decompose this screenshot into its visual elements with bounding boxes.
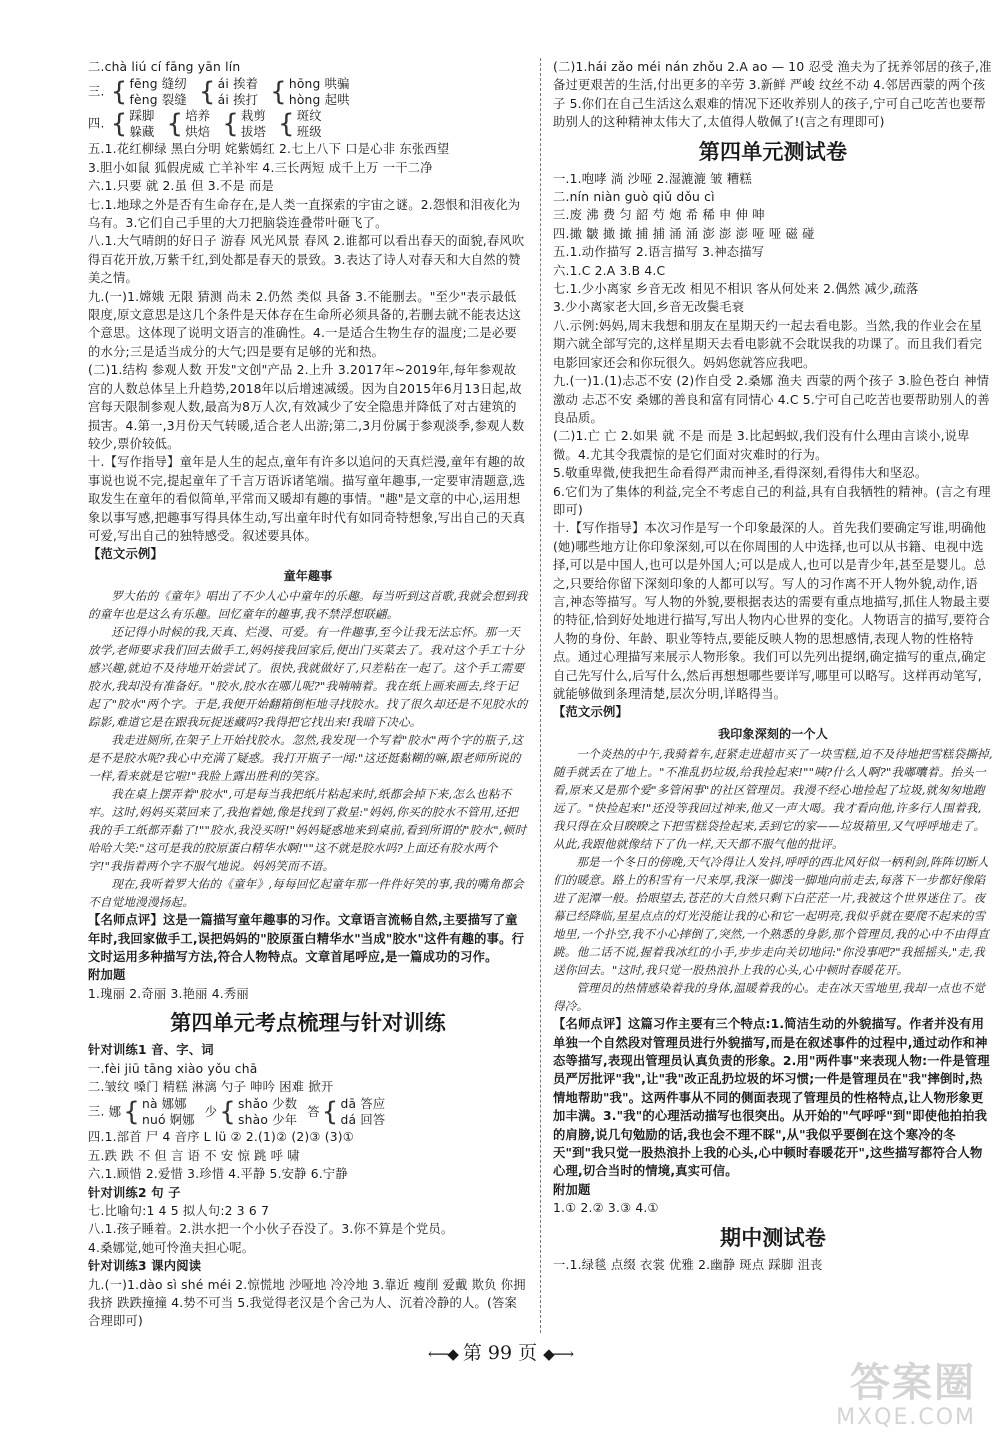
polyphone-item: shào 少年 <box>238 1113 298 1128</box>
word-pair-item: 踩脚 <box>129 109 155 124</box>
essay-body <box>553 745 993 1015</box>
essay-paragraph: 还记得小时候的我,天真、烂漫、可爱。有一件趣事,至今让我无法忘怀。那一天放学,老师要求我们回去做手工,妈妈接我回家后,便出门买菜去了。我对这个手工十分感兴趣,就迫不及待地开始尝试了。很快,我就做好了,只差粘在一起了。这个手工需要胶水,我却没有准备好。"胶水,胶水在哪儿呢?"我喃喃着。我在纸上画来画去,终于记起了"胶水"两个字。于是,我便开始翻箱倒柜地寻找胶水。找了很久却还是不见胶水的踪影,难道它是在跟我玩捉迷藏吗?我得把它找出来!我暗下决心。 <box>88 625 528 730</box>
watermark-sub: MXQE.COM <box>836 1405 976 1430</box>
answer-line: 五.1.花红柳绿 黑白分明 姹紫嫣红 2.七上八下 口是心非 东张西望 <box>88 142 450 157</box>
right-section-d <box>553 1256 993 1274</box>
polyphone-group <box>238 1096 297 1128</box>
answer-line: 八.1.孩子睡着。2.洪水把一个小伙子吞没了。3.你不算是个党员。 <box>88 1222 454 1237</box>
answer-line: 五.1.动作描写 2.语言描写 3.神态描写 <box>553 245 765 260</box>
essay-title: 我印象深刻的一个人 <box>718 726 828 741</box>
answer-line: 针对训练1 音、字、词 <box>88 1043 214 1058</box>
right-section-c <box>553 1015 993 1217</box>
footer-left-ornament: ⟵◆ <box>427 1345 457 1363</box>
answer-line: (二)1.hái zǎo méi nán zhǒu 2.A ao — 10 忍受 渔夫为了抚养邻居的孩子,准备过更艰苦的生活,付出更多的辛劳 3.新鲜 严峻 纹丝不动 4.邻居西蒙的两个孩子 5.你们在自己生活这么艰难的情况下还收养别人的孩子,宁可自己吃苦也要帮助别人的这种精神太伟大了,太值得人敬佩了!(言之有理即可) <box>553 60 992 130</box>
pinyin-pair-item: ái 挨着 <box>217 77 259 92</box>
brace-icon: { <box>166 109 184 140</box>
word-pair <box>241 108 266 140</box>
answer-line: 【名师点评】这篇习作主要有三个特点:1.简洁生动的外貌描写。作者并没有用单独一个自然段对管理员进行外貌描写,而是在叙述事件的过程中,通过动作和神态等描写,表现出管理员认真负责的形象。2.用"两件事"来表现人物:一件是管理员严厉批评"我",让"我"改正乱扔垃圾的坏习惯;一件是管理员在"我"摔倒时,热情地帮助"我"。这两件事从不同的侧面表现了管理员的性格特点,让人物形象更加丰满。3."我"的心理活动描写也很突出。从开始的"气呼呼"到"即使他拍拍我的肩膀,说几句勉励的话,我也会不理不睬",从"我似乎要倒在这个寒冷的冬天"到"我只觉一股热浪扑上我的心头,心中顿时春暖花开",这些描写都符合人物心理,切合当时的情境,真实可信。 <box>553 1017 990 1179</box>
pinyin-pair <box>289 76 350 108</box>
word-pair-item: 躲藏 <box>129 125 155 140</box>
pinyin-pair-item: ái 挨打 <box>217 93 259 108</box>
answer-line: 【范文示例】 <box>88 547 163 562</box>
brace-icon: { <box>110 77 128 108</box>
answer-line: 二.nín niàn guò qiǔ dǒu cì <box>553 190 715 205</box>
polyphone-item: dá 回答 <box>340 1113 386 1128</box>
pinyin-pairs-row <box>88 76 528 108</box>
answer-line: 九.(一)1.(1)忐忑不安 (2)作自受 2.桑娜 渔夫 西蒙的两个孩子 3.脸色苍白 神情激动 忐忑不安 桑娜的善良和富有同情心 4.C 5.宁可自己吃苦也要帮助别人的善良品质。 <box>553 374 990 425</box>
answer-line: 十.【写作指导】童年是人生的起点,童年有许多以追问的天真烂漫,童年有趣的故事说也说不完,提起童年了千言万语诉诸笔端。描写童年趣事,一定要审清题意,选取发生在童年的看似简单,平常而又暖却有趣的事情。"趣"是文章的中心,运用想象以事写感,把趣事写得具体生动,写出童年时代有如同奇特想象,写出自己的天真可爱,写出自己的独特感受。叙述要具体。 <box>88 455 526 543</box>
answer-line: 二.皱纹 嗓门 精糕 淋漓 勺子 呻吟 困难 掀开 <box>88 1080 334 1094</box>
left-section-b <box>88 140 528 563</box>
footer-right-ornament: ◆⟶ <box>543 1345 573 1363</box>
answer-line: 5.敬重卑微,使我把生命看得严肃而神圣,看得深刻,看得伟大和坚忍。 <box>553 466 928 481</box>
answer-line: 附加题 <box>88 968 126 983</box>
brace-icon: { <box>270 77 287 108</box>
pairs-label: 三. <box>88 84 105 99</box>
watermark-main: 答案圈 <box>850 1359 976 1406</box>
answer-line: 五.跌 跌 不 但 言 语 不 安 惊 跳 呼 啸 <box>88 1148 300 1163</box>
left-section-d <box>88 1041 528 1096</box>
answer-line: 针对训练3 课内阅读 <box>88 1259 202 1274</box>
answer-line: 六.1.只要 就 2.虽 但 3.不是 而是 <box>88 179 275 194</box>
pinyin-pair-item: hòng 起哄 <box>288 93 350 108</box>
essay-paragraph: 一个炎热的中午,我骑着车,赶紧走进超市买了一块雪糕,迫不及待地把雪糕袋撕掉,随手就丢在了地上。"不准乱扔垃圾,给我捡起来!""咦?什么人啊?"我嘟囔着。抬头一看,原来又是那个爱"多管闲事"的社区管理员。我漫不经心地捡起了垃圾,就匆匆地跑远了。"快捡起来!"还没等我回过神来,他又一声大喝。我才看向他,许多行人围着我,我只得在众目睽睽之下把雪糕袋捡起来,丢到它的家——垃圾箱里,又气呼呼地走了。从此,我跟他就像结下了仇一样,天天都不服气他的批评。 <box>553 747 993 852</box>
answer-line: 三.废 沸 费 匀 韶 芍 炮 希 稀 申 伸 呻 <box>553 208 765 223</box>
brace-icon: { <box>123 1097 140 1128</box>
word-pair-item: 栽剪 <box>240 109 266 124</box>
answer-line: 1.① 2.② 3.③ 4.① <box>553 1201 659 1216</box>
polyphone-item: nuó 婀娜 <box>141 1113 195 1128</box>
word-pair <box>185 108 210 140</box>
essay-body <box>88 587 528 911</box>
word-pair-item: 培养 <box>185 109 211 124</box>
answer-line: 八.示例:妈妈,周末我想和朋友在星期天约一起去看电影。当然,我的作业会在星期六就全部写完的,这样星期天去看电影就不会耽误我的功课了。而且我们看完电影回家还会和你玩很久。妈妈您就答应我吧。 <box>553 318 983 370</box>
essay-paragraph: 管理员的热情感染着我的身体,温暖着我的心。走在冰天雪地里,我却一点也不觉得冷。 <box>553 981 985 1014</box>
right-column <box>553 58 993 1274</box>
pinyin-pair-item: fēng 缝纫 <box>129 77 187 92</box>
polyphone-item: nà 娜娜 <box>141 1097 187 1112</box>
answer-line: 针对训练2 句 子 <box>88 1185 181 1200</box>
answer-line: 一.1.绿毯 点缀 衣裳 优雅 2.幽静 斑点 踩脚 沮丧 <box>553 1257 823 1272</box>
answer-line: 3.少小离家老大回,乡音无改鬓毛衰 <box>553 300 745 315</box>
polyphone-group <box>142 1096 195 1128</box>
brace-icon: { <box>110 109 128 140</box>
answer-line: (二)1.结构 参观人数 开发"文创"产品 2.上升 3.2017年~2019年,每年参观故宫的人数总体呈上升趋势,2018年以后增速减缓。因为自2015年6月13日起,故宫每天限制参观人数,最高为8万人次,有效减少了安全隐患并降低了对古建筑的损害。4.第一,3月份天气转暖,适合老人出游;第二,3月份属于参观淡季,参观人数较少,票价较低。 <box>88 363 525 451</box>
pinyin-pair <box>129 76 186 108</box>
answer-line: 1.瑰丽 2.奇丽 3.艳丽 4.秀丽 <box>88 986 249 1001</box>
essay-title: 童年趣事 <box>283 568 333 583</box>
watermark-logo <box>776 1360 976 1430</box>
word-pairs-label: 四. <box>88 116 105 131</box>
pinyin-pair <box>218 76 258 108</box>
polyphone-char: 答 <box>307 1104 320 1119</box>
left-section-a <box>88 58 528 76</box>
word-pair-item: 烘焙 <box>185 125 211 140</box>
left-section-e <box>88 1128 528 1330</box>
answer-line: 十.【写作指导】本次习作是写一个印象最深的人。首先我们要确定写谁,明确他(她)哪些地方让你印象深刻,可以在你周围的人中选择,也可以从书籍、电视中选择,可以是中国人,也可以是外国人;可以是成人,也可以是青少年,甚至是婴儿。总之,只要给你留下深刻印象的人都可以写。写人的习作离不开人物外貌,动作,语言,神态等描写。写人物的外貌,要根据表达的需要有重点地描写,抓住人物最主要的特征,恰到好处地进行描写,写出人物内心世界的变化。人物语言的描写,要符合人物的身份、年龄、职业等特点,要能反映人物的思想感情,表现人物的性格特点。通过心理描写来展示人物形象。我们可以先列出提纲,确定描写的重点,确定自己先写什么,后写什么,然后再想想哪些要详写,哪里可以略写。这样再动笔写,就能够做到条理清楚,层次分明,详略得当。 <box>553 521 991 701</box>
answer-line: 七.1.少小离家 乡音无改 相见不相识 客从何处来 2.偶然 减少,疏落 <box>553 282 919 297</box>
answer-line: 八.1.大气晴朗的好日子 游春 风光风景 春风 2.谁都可以看出春天的面貌,春风吹得百花开放,万紫千红,到处都是春天的景致。3.表达了诗人对春天和大自然的赞美之情。 <box>88 234 525 286</box>
word-pairs-row <box>88 108 528 140</box>
right-section-b <box>553 170 993 722</box>
section-title: 第四单元考点梳理与针对训练 <box>170 1010 446 1036</box>
answer-line: 3.胆小如鼠 狐假虎威 亡羊补牢 4.三长两短 成千上万 一干二净 <box>88 160 433 175</box>
polyphone-group <box>340 1096 385 1128</box>
left-column <box>88 58 528 1331</box>
polyphone-groups <box>108 1097 396 1128</box>
polyphone-label: 三. <box>88 1104 105 1119</box>
right-section-a <box>553 58 993 132</box>
word-pair <box>129 108 154 140</box>
answer-line: 一.1.咆哮 淌 沙哑 2.湿漉漉 皱 糟糕 <box>553 171 752 186</box>
answer-line: 【名师点评】这是一篇描写童年趣事的习作。文章语言流畅自然,主要描写了童年时,我回家做手工,误把妈妈的"胶原蛋白精华水"当成"胶水"这件有趣的事。行文时运用多种描写方法,符合人物特点。文章首尾呼应,是一篇成功的习作。 <box>88 913 525 964</box>
polyphone-item: shǎo 少数 <box>238 1097 298 1112</box>
column-divider <box>540 58 541 1333</box>
word-pair-item: 班级 <box>296 125 322 140</box>
polyphone-char: 娜 <box>108 1104 122 1119</box>
word-pair-item: 斑纹 <box>296 109 322 124</box>
answer-line: 6.它们为了集体的利益,完全不考虑自己的利益,具有自我牺牲的精神。(言之有理即可) <box>553 484 991 517</box>
answer-line: 4.桑娜觉,她可怜渔夫担心呢。 <box>88 1240 255 1255</box>
answer-line: 四.1.部首 尸 4 音序 L lü ② 2.(1)② (2)③ (3)① <box>88 1130 354 1145</box>
answer-line: 一.fèi jiū tāng xiào yǒu chā <box>88 1061 258 1076</box>
pinyin-pair-item: fèng 裂缝 <box>129 93 187 108</box>
answer-line: 【范文示例】 <box>553 705 628 720</box>
answer-line: (二)1.亡 亡 2.如果 就 不是 而是 3.比起蚂蚁,我们没有什么理由言谈小,说卑微。4.尤其令我震惊的是它们面对灾难时的行为。 <box>553 429 970 462</box>
essay-paragraph: 现在,我听着罗大佑的《童年》,每每回忆起童年那一件件好笑的事,我的嘴角都会不自觉地漫漫扬起。 <box>88 877 524 910</box>
essay-paragraph: 罗大佑的《童年》唱出了不少人心中童年的乐趣。每当听到这首歌,我就会想到我的童年也是这么有乐趣。回忆童年的趣事,我不禁浮想联翩。 <box>88 589 528 622</box>
brace-icon: { <box>198 77 216 108</box>
pinyin-pairs <box>109 77 360 108</box>
answer-line: 九.(一)1.嫦娥 无限 猜测 尚未 2.仍然 类似 具备 3.不能删去。"至少"表示最低限度,原文意思是这几个条件是天体存在生命所必须具备的,若删去就不能表达这个意思。这体现了说明文语言的准确性。4.一是适合生物生存的温度;二是必要的水分;三是适当成分的大气;四是要有足够的光和热。 <box>88 289 522 359</box>
essay-paragraph: 那是一个冬日的傍晚,天气冷得让人发抖,呼呼的西北风好似一柄利剑,阵阵切断人们的暖意。路上的积雪有一尺来厚,我深一脚浅一脚地向前走去,每落下一步都好像陷进了泥潭一般。拾眼望去,苍茫的大自然只剩下白茫茫一片,我被这个世界迷住了。夜幕已经降临,星星点点的灯光没能让我的心和它一起明亮,我似乎就在要爬不起来的雪地里,一个扑空,我不小心摔倒了,突然,一个熟悉的身影,那个管理员,我的心中不由得直跳。他二话不说,握着我冰红的小手,步步走向关切地问:"你没事吧?"我摇摇头,"走,我送你回去。"这时,我只觉一股热浪扑上我的心头,心中顿时春暖花开。 <box>553 855 990 978</box>
essay-paragraph: 我在桌上摆弄着"胶水",可是每当我把纸片粘起来时,纸都会掉下来,怎么也粘不牢。这时,妈妈买菜回来了,我抱着她,像是找到了救星:"妈妈,你买的胶水不管用,还把我的手工纸都弄黏了!""胶水,我没买呀!"妈妈疑惑地来到桌前,看到所谓的"胶水",顿时哈哈大笑:"这可是我的胶原蛋白精华水啊!""这不就是胶水吗?上面还有胶水两个字!"我指着两个字不服气地说。妈妈笑而不语。 <box>88 787 527 874</box>
word-pair <box>297 108 322 140</box>
polyphone-item: dā 答应 <box>340 1097 386 1112</box>
word-pair-item: 拔塔 <box>240 125 266 140</box>
brace-icon: { <box>277 109 295 140</box>
section-title: 期中测试卷 <box>720 1224 826 1250</box>
essay-paragraph: 我走进厕所,在架子上开始找胶水。忽然,我发现一个写着"胶水"两个字的瓶子,这是不是胶水呢?我心中充满了疑惑。我打开瓶子一闻:"这还挺黏糊的嘛,跟老师所说的一样,看来就是它啦!"我脸上露出胜利的笑容。 <box>88 733 524 784</box>
answer-line: 六.1.顾惜 2.爱惜 3.珍惜 4.平静 5.安静 6.宁静 <box>88 1167 348 1182</box>
answer-line: 二.chà liú cí fāng yān lín <box>88 60 241 74</box>
answer-line: 七.1.地球之外是否有生命存在,是人类一直探索的宇宙之谜。2.怨恨和泪夜化为乌有。3.它们自己手里的大刀把脑袋连叠带叶砸飞了。 <box>88 197 521 231</box>
answer-line: 四.撖 皺 撖 撖 捕 捕 涌 涌 澎 澎 澎 哑 哑 磁 碰 <box>553 226 815 241</box>
polyphone-row <box>88 1096 528 1128</box>
answer-line: 六.1.C 2.A 3.B 4.C <box>553 263 666 278</box>
brace-icon: { <box>321 1097 339 1128</box>
brace-icon: { <box>219 1097 237 1128</box>
brace-icon: { <box>222 109 239 140</box>
answer-line: 九.(一)1.dào sì shé méi 2.惊慌地 沙哑地 冷冷地 3.靠近 瘦削 爱戴 欺负 你拥我挤 跌跌撞撞 4.势不可当 5.我觉得老汉是个舍己为人、沉着冷静的人。(答案合理即可) <box>88 1277 526 1329</box>
page-number: 第 99 页 <box>462 1342 538 1364</box>
answer-line: 七.比喻句:1 4 5 拟人句:2 3 6 7 <box>88 1204 270 1219</box>
polyphone-char: 少 <box>204 1104 218 1119</box>
left-section-c <box>88 911 528 1003</box>
pinyin-pair-item: hōng 哄骗 <box>288 77 350 92</box>
section-title: 第四单元测试卷 <box>698 138 848 164</box>
answer-line: 附加题 <box>553 1182 591 1197</box>
word-pairs <box>109 109 332 140</box>
